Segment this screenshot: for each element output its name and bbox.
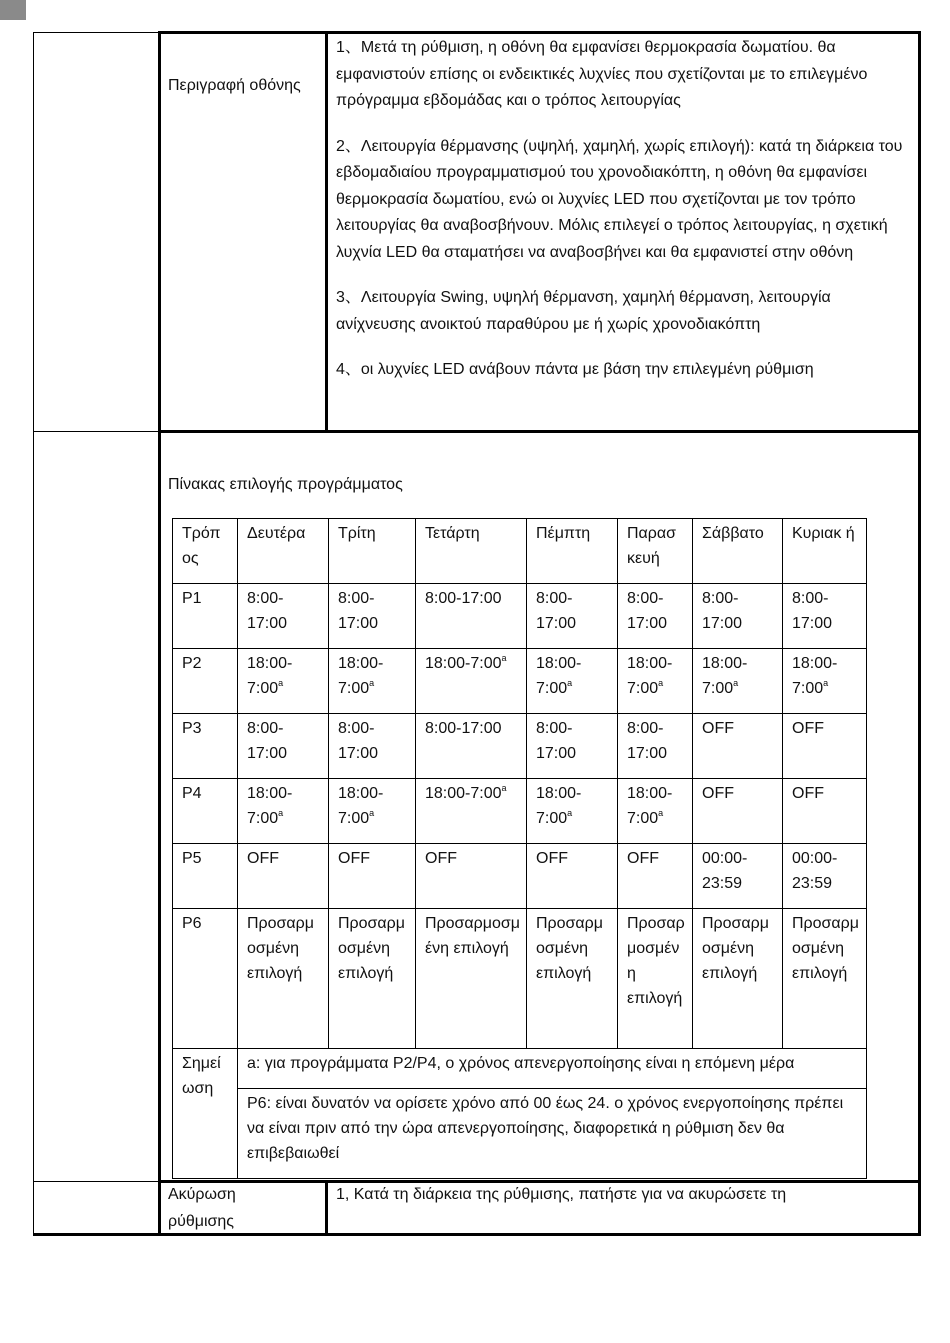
- schedule-cell-value: 8:00-17:00: [702, 590, 743, 632]
- mode-cell: P4: [173, 779, 238, 844]
- schedule-cell: [527, 714, 618, 779]
- schedule-cell-value: 8:00-17:00: [425, 590, 502, 607]
- schedule-cell: [618, 714, 693, 779]
- schedule-cell: [238, 779, 329, 844]
- header-sunday: Κυριακ ή: [783, 519, 867, 584]
- schedule-cell-value: 8:00-17:00: [536, 720, 577, 762]
- schedule-cell-value: OFF: [792, 785, 824, 802]
- frame-row-divider-1-thin: [33, 431, 158, 432]
- mode-cell: P5: [173, 844, 238, 909]
- schedule-cell: [693, 779, 783, 844]
- header-wednesday: Τετάρτη: [416, 519, 527, 584]
- schedule-cell: [527, 649, 618, 714]
- schedule-cell-value: Προσαρμοσμένη επιλογή: [627, 915, 685, 1007]
- mode-cell: P3: [173, 714, 238, 779]
- schedule-cell: [783, 909, 867, 1049]
- schedule-cell: [783, 844, 867, 909]
- frame-top-thick: [158, 31, 921, 34]
- schedule-cell-value: 18:00-7:00: [792, 655, 838, 697]
- footnote-marker: a: [658, 678, 664, 688]
- schedule-cell: [783, 714, 867, 779]
- schedule-cell: [329, 649, 416, 714]
- frame-label-divider-bottom: [325, 1180, 328, 1236]
- note-1: a: για προγράμματα P2/P4, ο χρόνος απενεργοποίησης είναι η επόμενη μέρα: [238, 1049, 867, 1089]
- description-paragraph-3: 3、Λειτουργία Swing, υψηλή θέρμανση, χαμηλή θέρμανση, λειτουργία ανίχνευσης ανοικτού παραθύρου με ή χωρίς χρονοδιακόπτη: [336, 289, 831, 333]
- schedule-cell-value: 8:00-17:00: [627, 590, 668, 632]
- header-thursday: Πέμπτη: [527, 519, 618, 584]
- schedule-cell-value: Προσαρμοσμένη επιλογή: [247, 915, 314, 982]
- footnote-marker: a: [733, 678, 739, 688]
- table-row: [173, 584, 867, 649]
- schedule-cell-value: 18:00-7:00: [536, 655, 582, 697]
- schedule-cell-value: 18:00-7:00: [425, 655, 502, 672]
- schedule-cell: [527, 909, 618, 1049]
- table-row: [173, 714, 867, 779]
- schedule-cell: [238, 909, 329, 1049]
- schedule-cell: [416, 844, 527, 909]
- table-row: [173, 649, 867, 714]
- schedule-cell-value: OFF: [702, 720, 734, 737]
- header-friday: Παρασ κευή: [618, 519, 693, 584]
- schedule-cell-value: 18:00-7:00: [247, 655, 293, 697]
- schedule-cell: [693, 844, 783, 909]
- schedule-cell-value: 8:00-17:00: [425, 720, 502, 737]
- note-row-2: [173, 1089, 867, 1179]
- program-table: [172, 518, 867, 1179]
- frame-right: [918, 31, 921, 1236]
- mode-cell: P6: [173, 909, 238, 1049]
- schedule-cell-value: 00:00-23:59: [792, 850, 838, 892]
- schedule-cell-value: 18:00-7:00: [247, 785, 293, 827]
- schedule-cell-value: Προσαρμοσμένη επιλογή: [792, 915, 859, 982]
- schedule-cell-value: 8:00-17:00: [338, 590, 379, 632]
- frame-col-divider: [158, 31, 161, 1236]
- schedule-cell: [693, 584, 783, 649]
- header-saturday: Σάββατο: [693, 519, 783, 584]
- schedule-cell: [693, 714, 783, 779]
- footnote-marker: a: [823, 678, 829, 688]
- header-monday: Δευτέρα: [238, 519, 329, 584]
- mode-cell: P1: [173, 584, 238, 649]
- schedule-cell: [238, 844, 329, 909]
- program-table-title: Πίνακας επιλογής προγράμματος: [168, 476, 403, 493]
- footnote-marker: a: [369, 808, 375, 818]
- description-paragraph-1: 1、Μετά τη ρύθμιση, η οθόνη θα εμφανίσει θερμοκρασία δωματίου. θα εμφανιστούν επίσης οι ενδεικτικές λυχνίες που σχετίζονται με το επιλεγμένο πρόγραμμα εβδομάδας και ο τρόπος λειτουργίας: [336, 39, 868, 109]
- schedule-cell-value: 8:00-17:00: [338, 720, 379, 762]
- schedule-cell-value: OFF: [338, 850, 370, 867]
- schedule-cell: [527, 584, 618, 649]
- schedule-cell-value: 18:00-7:00: [536, 785, 582, 827]
- frame-bottom: [33, 1233, 921, 1236]
- schedule-cell: [416, 779, 527, 844]
- schedule-cell-value: 8:00-17:00: [536, 590, 577, 632]
- schedule-cell-value: OFF: [792, 720, 824, 737]
- schedule-cell-value: 8:00-17:00: [247, 590, 288, 632]
- footnote-marker: a: [567, 678, 573, 688]
- schedule-cell: [238, 714, 329, 779]
- footnote-marker: a: [278, 678, 284, 688]
- header-mode: Τρόπ ος: [173, 519, 238, 584]
- schedule-cell: [416, 714, 527, 779]
- footnote-marker: a: [501, 653, 507, 663]
- schedule-cell: [693, 909, 783, 1049]
- schedule-cell: [618, 844, 693, 909]
- footnote-marker: a: [658, 808, 664, 818]
- schedule-cell-value: 8:00-17:00: [627, 720, 668, 762]
- schedule-cell: [329, 714, 416, 779]
- table-row: [173, 909, 867, 1049]
- schedule-cell-value: 18:00-7:00: [338, 785, 384, 827]
- note-row-1: [173, 1049, 867, 1089]
- schedule-cell: [329, 844, 416, 909]
- schedule-cell: [238, 649, 329, 714]
- description-paragraph-2: 2、Λειτουργία θέρμανσης (υψηλή, χαμηλή, χωρίς επιλογή): κατά τη διάρκεια του εβδομαδιαίου προγραμματισμού του χρονοδιακόπτη, η οθόνη θα εμφανίσει θερμοκρασία δωματίου, ενώ οι λυχνίες LED που σχετίζονται με τον τρόπο λειτουργίας θα αναβοσβήνουν. Μόλις επιλεγεί ο τρόπος λειτουργίας, η σχετική λυχνία LED θα σταματήσει να αναβοσβήνει και θα εμφανιστεί στην οθόνη: [336, 137, 903, 261]
- frame-row-divider-1: [158, 430, 921, 433]
- schedule-cell: [416, 909, 527, 1049]
- note-label: Σημεί ωση: [173, 1049, 238, 1179]
- schedule-cell-value: 8:00-17:00: [247, 720, 288, 762]
- schedule-cell: [329, 779, 416, 844]
- header-tuesday: Τρίτη: [329, 519, 416, 584]
- schedule-cell: [783, 779, 867, 844]
- schedule-cell: [618, 779, 693, 844]
- schedule-cell-value: 18:00-7:00: [627, 785, 673, 827]
- schedule-cell-value: 00:00-23:59: [702, 850, 748, 892]
- schedule-cell-value: OFF: [627, 850, 659, 867]
- schedule-cell-value: 18:00-7:00: [425, 785, 502, 802]
- schedule-cell-value: Προσαρμοσμένη επιλογή: [536, 915, 603, 982]
- table-row: [173, 779, 867, 844]
- schedule-cell-value: Προσαρμοσμένη επιλογή: [702, 915, 769, 982]
- table-row: [173, 844, 867, 909]
- schedule-cell-value: 18:00-7:00: [338, 655, 384, 697]
- schedule-cell: [329, 909, 416, 1049]
- frame-left: [33, 32, 34, 1235]
- mode-cell: P2: [173, 649, 238, 714]
- schedule-cell-value: Προσαρμοσμένη επιλογή: [425, 915, 520, 957]
- schedule-cell: [618, 584, 693, 649]
- schedule-cell: [416, 584, 527, 649]
- footnote-marker: a: [501, 783, 507, 793]
- schedule-cell: [329, 584, 416, 649]
- schedule-cell: [783, 584, 867, 649]
- schedule-cell-value: 8:00-17:00: [792, 590, 833, 632]
- frame-row-divider-2-thin: [33, 1181, 158, 1182]
- schedule-cell: [527, 844, 618, 909]
- display-description-label: Περιγραφή οθόνης: [168, 77, 301, 94]
- description-paragraph-4: 4、οι λυχνίες LED ανάβουν πάντα με βάση την επιλεγμένη ρύθμιση: [336, 361, 814, 378]
- schedule-cell-value: 18:00-7:00: [702, 655, 748, 697]
- schedule-cell-value: OFF: [425, 850, 457, 867]
- schedule-cell-value: Προσαρμοσμένη επιλογή: [338, 915, 405, 982]
- schedule-cell: [618, 909, 693, 1049]
- cancel-setting-text: 1, Κατά τη διάρκεια της ρύθμισης, πατήστε για να ακυρώσετε τη: [336, 1186, 787, 1203]
- schedule-cell: [238, 584, 329, 649]
- frame-label-divider-top: [325, 31, 328, 433]
- note-2: P6: είναι δυνατόν να ορίσετε χρόνο από 00 έως 24. ο χρόνος ενεργοποίησης πρέπει να είναι πριν από την ώρα απενεργοποίησης, διαφορετικά η ρύθμιση δεν θα επιβεβαιωθεί: [238, 1089, 867, 1179]
- footnote-marker: a: [369, 678, 375, 688]
- schedule-cell: [693, 649, 783, 714]
- schedule-cell-value: 18:00-7:00: [627, 655, 673, 697]
- schedule-cell-value: OFF: [536, 850, 568, 867]
- schedule-cell: [416, 649, 527, 714]
- schedule-cell: [783, 649, 867, 714]
- cancel-setting-label: Ακύρωση ρύθμισης: [168, 1186, 236, 1230]
- footnote-marker: a: [567, 808, 573, 818]
- schedule-cell-value: OFF: [702, 785, 734, 802]
- display-description-content: [336, 35, 911, 403]
- schedule-cell: [527, 779, 618, 844]
- table-header-row: [173, 519, 867, 584]
- schedule-cell: [618, 649, 693, 714]
- schedule-cell-value: OFF: [247, 850, 279, 867]
- footnote-marker: a: [278, 808, 284, 818]
- page-corner-marker: [0, 0, 26, 20]
